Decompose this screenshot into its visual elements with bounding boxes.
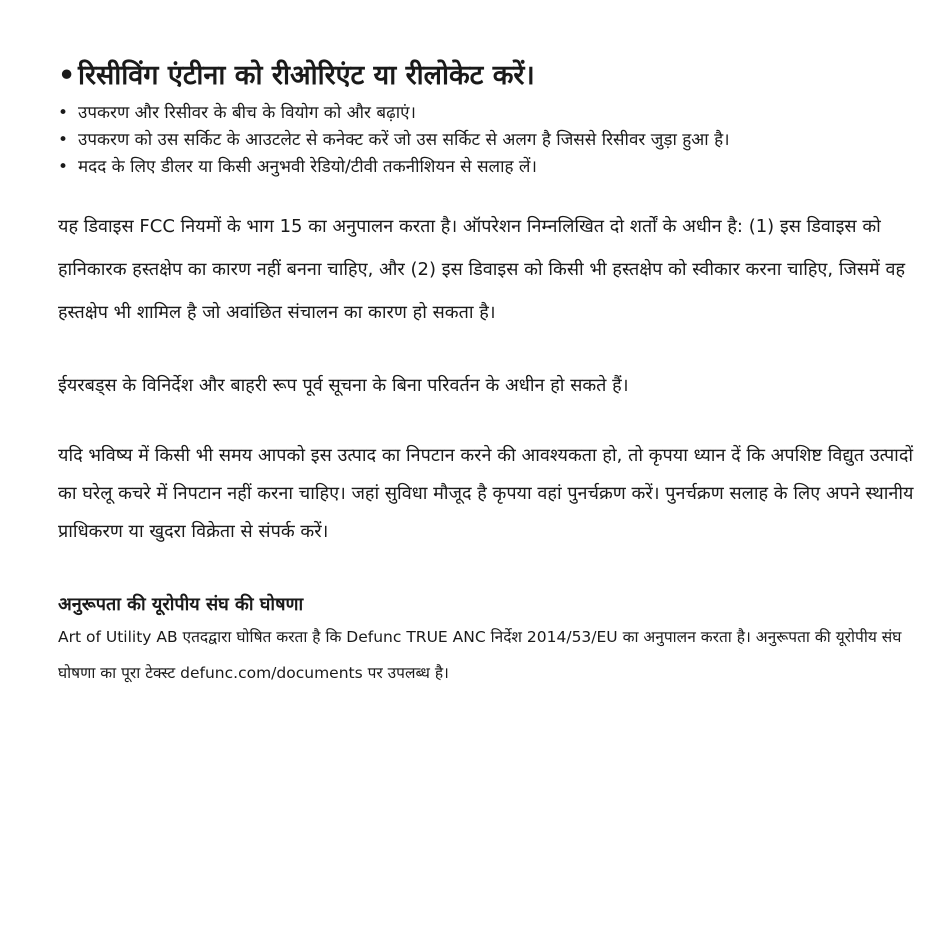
list-item-text: उपकरण और रिसीवर के बीच के वियोग को और बढ़ाएं। — [78, 103, 416, 123]
fcc-compliance-paragraph: यह डिवाइस FCC नियमों के भाग 15 का अनुपालन करता है। ऑपरेशन निम्नलिखित दो शर्तों के अधीन है: (1) इस डिवाइस को हानिकारक हस्तक्षेप का कारण नहीं बनना चाहिए, और (2) इस डिवाइस को किसी भी हस्तक्षेप को स्वीकार करना चाहिए, जिसमें वह हस्तक्षेप भी शामिल है जो अवांछित संचालन का कारण हो सकता है। — [58, 216, 906, 323]
bullet-dot-icon: • — [58, 103, 69, 123]
eu-declaration-body: Art of Utility AB एतदद्वारा घोषित करता है कि Defunc TRUE ANC निर्देश 2014/53/EU का अनुपालन करता है। अनुरूपता की यूरोपीय संघ घोषणा का पूरा टेक्स्ट defunc.com/documents पर उपलब्ध है। — [58, 628, 902, 682]
list-item-text: उपकरण को उस सर्किट के आउटलेट से कनेक्ट करें जो उस सर्किट से अलग है जिससे रिसीवर जुड़ा हुआ है। — [78, 130, 730, 150]
bullet-dot-icon: • — [58, 157, 69, 177]
list-item — [58, 127, 918, 154]
eu-declaration-heading: अनुरूपता की यूरोपीय संघ की घोषणा — [58, 594, 304, 615]
list-item — [58, 154, 918, 181]
interference-bullet-list — [58, 100, 918, 181]
bullet-dot-icon: • — [58, 60, 76, 91]
antenna-reorient-text: रिसीविंग एंटीना को रीओरिएंट या रीलोकेट करें। — [78, 60, 535, 91]
document-page — [58, 58, 918, 691]
list-item — [58, 100, 918, 127]
disposal-paragraph: यदि भविष्य में किसी भी समय आपको इस उत्पाद का निपटान करने की आवश्यकता हो, तो कृपया ध्यान दें कि अपशिष्ट विद्युत उत्पादों का घरेलू कचरे में निपटान नहीं करना चाहिए। जहां सुविधा मौजूद है कृपया वहां पुनर्चक्रण करें। पुनर्चक्रण सलाह के लिए अपने स्थानीय प्राधिकरण या खुदरा विक्रेता से संपर्क करें। — [58, 445, 914, 542]
list-item-text: मदद के लिए डीलर या किसी अनुभवी रेडियो/टीवी तकनीशियन से सलाह लें। — [78, 157, 537, 177]
specs-change-paragraph: ईयरबड्स के विनिर्देश और बाहरी रूप पूर्व सूचना के बिना परिवर्तन के अधीन हो सकते हैं। — [58, 375, 629, 396]
antenna-reorient-bullet — [58, 58, 918, 94]
bullet-dot-icon: • — [58, 130, 69, 150]
